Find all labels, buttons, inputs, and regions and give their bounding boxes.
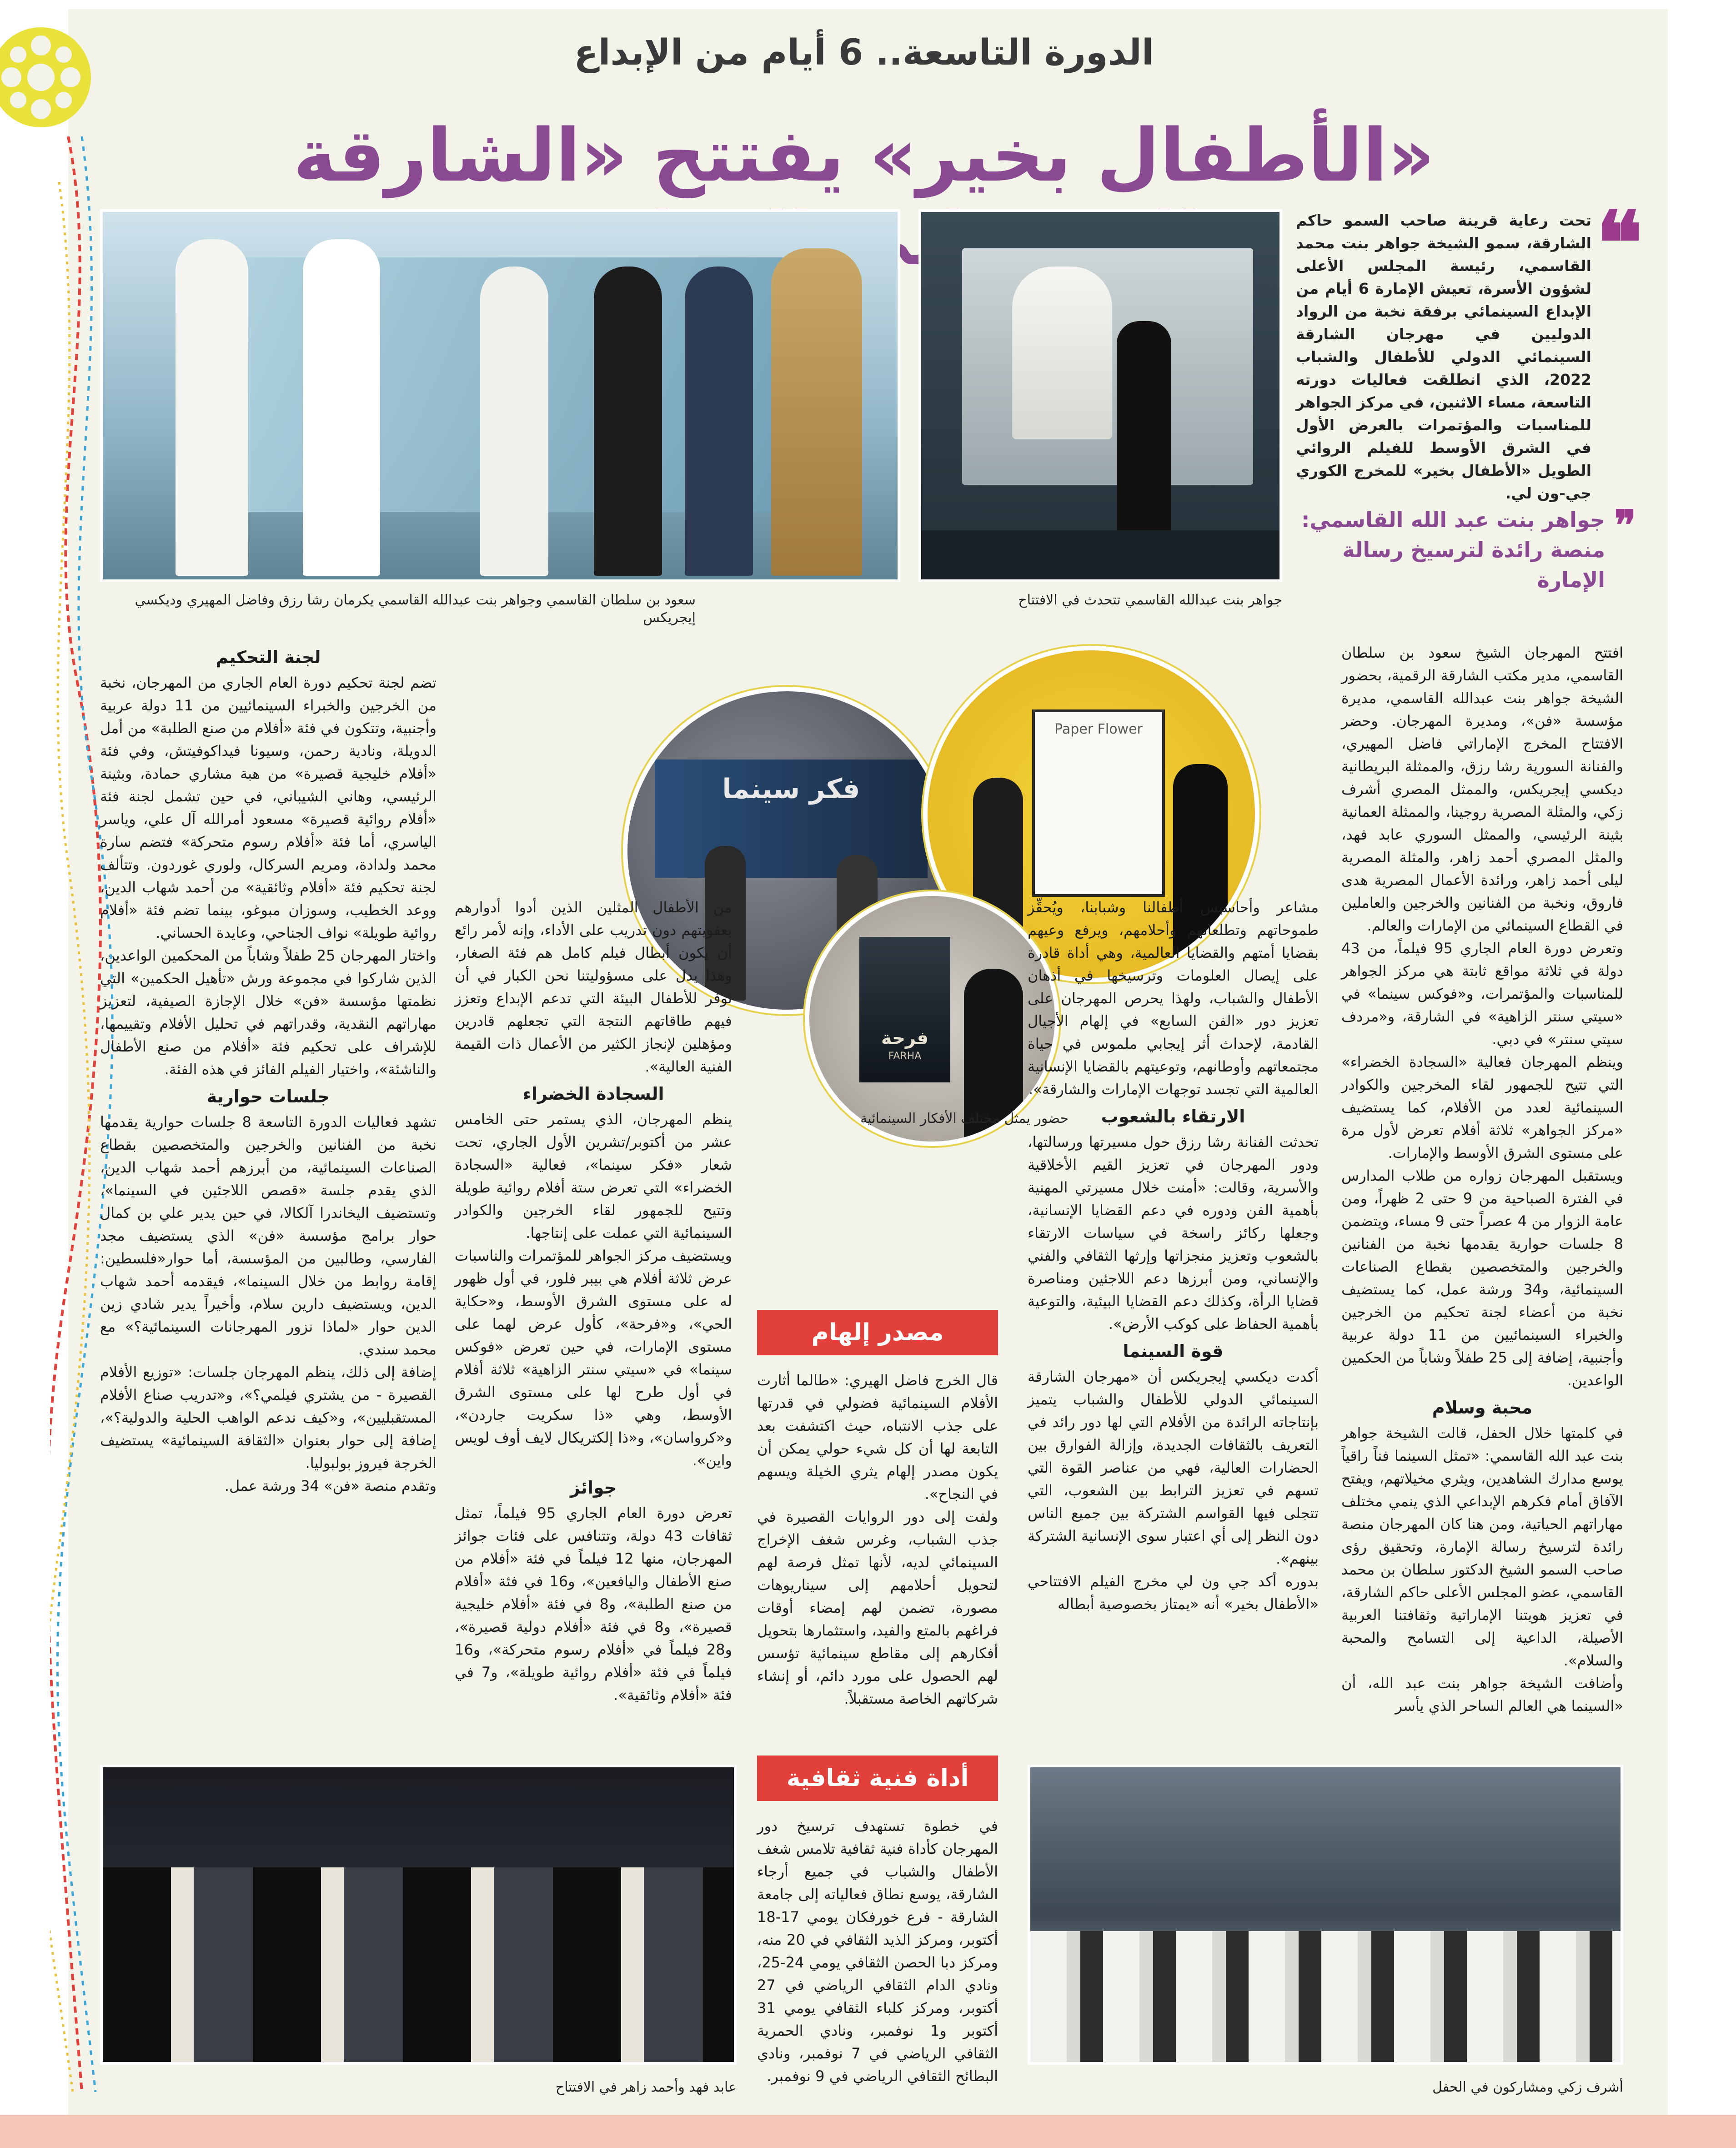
col-right-p1: افتتح المهرجان الشيخ سعود بن سلطان القاسمي، مدير مكتب الشارقة الرقمية، بحضور الشيخة جواهر بنت عبدالله القاسمي، مديرة مؤسسة «فن»، ومديرة المهرجان. وحضر الافتتاح المخرج الإماراتي فاضل المهيري، والفنانة السورية رشا رزق، والممثلة البريطانية ديكسي إيجريكس، والممثل المصري أشرف زكي، والمثلة المصرية روجينا، والممثلة العمانية بثينة الرئيسي، والممثل السوري عابد فهد، والمثل المصري أحمد زاهر، والمثلة المصرية ليلى أحمد زاهر، ورائدة الأعمال المصرية هدى فاروق، ونخبة من الفنانين والخرجين والعاملين في القطاع السينمائي من الإمارات والعالم. [1341,644,1623,934]
intro-paragraph: تحت رعاية قرينة صاحب السمو حاكم الشارقة، سمو الشيخة جواهر بنت محمد القاسمي، رئيسة المجلس الأعلى لشؤون الأسرة، تعيش الإمارة 6 أيام من الإبداع السينمائي برفقة نخبة من الرواد الدوليين في مهرجان الشارقة السينمائي الدولي للأطفال والشباب 2022، الذي انطلقت فعاليات دورته التاسعة، مساء الاثنين، في مركز الجواهر للمناسبات والمؤتمرات بالعرض الأول في الشرق الأوسط للفيلم الروائي الطويل «الأطفال بخير» للمخرج الكوري جي-ون لي. [1296,211,1592,502]
col-cl-p3: ويستضيف مركز الجواهر للمؤتمرات والناسبات عرض ثلاثة أفلام هي بيبر فلور، في أول ظهور له على مستوى الشرق الأوسط، و«حكاية الحي»، و«فرحة»، كأول عرض لهما على مستوى الإمارات، في حين تعرض «فوكس سينما» في «سيتي سنتر الزاهية» ثلاثة أفلام في أول طرح لها على مستوى الشرق الأوسط، وهي «ذا سكريت جاردن»، و«كرواسان»، و«ذا إلكتريكال لايف أوف لويس واين». [454,1247,732,1469]
pull-quote-icon: ❞ [1614,501,1636,549]
col-l-p4: إضافة إلى ذلك، ينظم المهرجان جلسات: «توزيع الأفلام القصيرة - من يشتري فيلمي؟»، و«تدريب صناع الأفلام المستقبليين»، و«كيف ندعم الواهب الحلية والدولية؟»، إضافة إلى حوار بعنوان «الثقافة السينمائية» يستضيف الخرجة فيروز بولبوليا. [100,1363,437,1472]
front-row-guests [103,1867,737,2065]
col-l-p2: واختار المهرجان 25 طفلاً وشاباً من المحكمين الواعدين، الذين شاركوا في مجموعة ورش «تأهيل الحكمين» التي نظمتها مؤسسة «فن» خلال الإجازة الصيفية، لتعزيز مهاراتهم النقدية، وقدراتهم في تحليل الأفلام وتقييمها، للإشراف على تحكيم فئة «أفلام من صنع الأطفال والناشئة»، واختيار الفيلم الفائز في هذه الفئة. [100,947,437,1078]
col-right-p6: وأضافت الشيخة جواهر بنت عبد الله، أن «السينما هي العالم الساحر الذي يأسر [1341,1675,1623,1715]
col-cl-p2: ينظم المهرجان، الذي يستمر حتى الخامس عشر من أكتوبر/تشرين الأول الجاري، تحت شعار «فكر سينما»، فعالية «السجادة الخضراء» التي تعرض ستة أفلام روائية طويلة وتتيح للجمهور لقاء الخرجين والكوادر السينمائية التي عملت على إنتاجها. [455,1111,732,1242]
figure-on-screen [1012,267,1112,439]
column-right [1341,641,1623,1717]
person-2 [303,239,380,576]
pull-quote-line1: جواهر بنت عبد الله القاسمي: [1301,508,1605,532]
caption-circles: حضور يمثل مختلف الأفكار السينمائية [860,1111,1069,1127]
col-cr-p3: أكدت ديكسي إيجريكس أن «مهرجان الشارقة السينمائي الدولي للأطفال والشباب يتميز بإنتاجاته الرائدة من الأفلام التي لها دور رائد في التعريف بالثقافات الجديدة، وإزالة الفوارق بين الحضارات العالية، فهي من عناصر القوة التي تسهم في تعزيز الترابط بين الشعوب، التي تتجلى فيها القواسم الشتركة بين جميع الناس دون النظر إلى أي اعتبار سوى الإنسانية الشتركة بينهم». [1028,1368,1319,1567]
col-right-p4: ويستقبل المهرجان زواره من طلاب المدارس في الفترة الصباحية من 9 حتى 2 ظهراً، ومن عامة الزوار من 4 عصراً حتى 9 مساء، ويتضمن 8 جلسات حوارية يقدمها نخبة من الفنانين والخرجين والمتخصصين بقطاع الصناعات السينمائية، و34 ورشة عمل، كما يستضيف نخبة من أعضاء لجنة تحكيم من الخرجين والخبراء السينمائيين من 11 دولة عربية وأجنبية، إضافة إلى 25 طفلاً وشاباً من الحكمين الواعدين. [1341,1167,1624,1389]
col-cr-p1: مشاعر وأحاسيس أطفالنا وشبابنا، ويُحقِّز طموحاتهم وتطلعاتهم وأحلامهم، ويرفع وعيهم بقضايا أمتهم والقضايا العالمية، وهي أداة قادرة على إيصال العلومات وترسيخها في أذهان الأطفال والشباب، ولهذا يحرص المهرجان على تعزيز دور «الفن السابع» في إلهام الأجيال القادمة، لإحداث أثر إيجابي ملموس في حياة مجتمعاتهم وأوطانهم، وتوعيتهم بالقضايا الإنسانية العالمية التي تجسد توجهات الإمارات والشارقة». [1028,899,1319,1098]
box-cultural-tool-title: أداة فنية ثقافية [757,1756,998,1801]
poster-title-en: FARHA [888,1051,922,1062]
audience-rows [1030,1931,1623,2065]
screen-text: فكر سينما [722,773,860,805]
col-cr-p4: بدوره أكد جي ون لي مخرج الفيلم الافتتاحي «الأطفال بخير» أنه «يمتاز بخصوصية أبطاله [1028,1573,1319,1613]
col-c-p1: قال الخرج فاضل الهيري: «طالما أثارت الأفلام السينمائية فضولي في قدرتها على جذب الانتباه، حيث اكتشفت بعد التابعة لها أن كل شيء حولي يمكن أن يكون مصدر إلهام يثري الخيلة ويسهم في النجاح». [757,1372,998,1503]
column-center-right [1028,896,1319,1615]
person-5 [685,267,753,576]
subhead-green-carpet: السجادة الخضراء [522,1084,664,1104]
col-c-p2: ولفت إلى دور الروايات القصيرة في جذب الشباب، وغرس شغف الإخراج السينمائي لديه، لأنها تمثل فرصة لهم لتحويل أحلامهم إلى سيناريوهات مصورة، تضمن لهم إمضاء أوقات فراغهم بالمتع والفيد، واستثمارها بتحويل أفكارهم إلى مقاطع سينمائية تؤسس لهم الحصول على مورد دائم، أو إنشاء شركاتهم الخاصة مستقبلاً. [757,1508,998,1707]
subhead-awards: جوائز [570,1478,617,1498]
col-l-p1: تضم لجنة تحكيم دورة العام الجاري من المهرجان، نخبة من الخرجين والخبراء السينمائيين من 11 دولة عربية وأجنبية، وتتكون في فئة «أفلام من صنع الطلبة» من أمل الدويلة، ونادية رحمن، وسيونا فيداكوفيتش، وفي فئة «أفلام خليجية قصيرة» من هبة مشاري حمادة، وبثينة الرئيسي، وهاني الشيباني، في حين تشمل لجنة فئة «أفلام روائية قصيرة» مسعود أمرالله آل علي، وياسر الياسري، أما فئة «أفلام رسوم متحركة» فتضم سارة محمد ولدادة، ومريم السركال، ولوري غوردون. وتتألف لجنة تحكيم فئة «أفلام وثائقية» من أحمد شهاب الدين، ووعد الخطيب، وسوزان مبوغو، بينما تضم فئة «أفلام روائية طويلة» نواف الجناحي، وعايدة الحساني. [100,674,437,941]
subhead-power-of-cinema: قوة السينما [1123,1341,1224,1361]
subhead-panels: جلسات حوارية [206,1087,330,1107]
photo-front-row [100,1765,737,2065]
person-1 [176,239,248,576]
bottom-strip [0,2115,1736,2148]
photo-award [100,209,900,582]
photo-audience [1028,1765,1623,2065]
column-center-bottom [757,1815,998,2088]
col-l-p3: تشهد فعاليات الدورة التاسعة 8 جلسات حوارية يقدمها نخبة من الفنانين والخرجين والمتخصصين بقطاع الصناعات السينمائية، من أبرزهم أحمد شهاب الدين، الذي يقدم جلسة «قصص اللاجئين في السينما»، وتستضيف اليخاندرا آلكالا، في حين يدير علي بن كمال حوار برامج مؤسسة «فن» الذي يستضيف مجد الفارسي، وطالبين من المؤسسة، أما حوار«فلسطين: إقامة روابط من خلال السينما»، فيقدمه أحمد شهاب الدين، ويستضيف دارين سلام، وأخيراً يدير شادي زين الدين حوار «لماذا نزور المهرجانات السينمائية؟» مع محمد سندي. [100,1113,437,1358]
newspaper-page [68,9,1668,2138]
banner-text: Paper Flower [1054,721,1143,737]
pull-quote [1278,505,1605,595]
headline: «الأطفال بخير» يفتتح «الشارقة [293,113,1435,198]
caption-award: سعود بن سلطان القاسمي وجواهر بنت عبدالله القاسمي يكرمان رشا رزق وفاضل المهيري وديكسي إيجريكس [135,592,696,626]
col-right-p3: وينظم المهرجان فعالية «السجادة الخضراء» التي تتيح للجمهور لقاء المخرجين والكوادر السينمائية لعدد من الأفلام، كما يستضيف «مركز الجواهر» ثلاثة أفلام تعرض لأول مرة على مستوى الشرق الأوسط والإمارات. [1341,1053,1623,1162]
col-cl-p1: من الأطفال المثلين الذين أدوا أدوارهم بعفويتهم دون تدريب على الأداء، وإنه لأمر رائع أن يكون أبطال فيلم كامل هم فئة الصغار، وهذا يدل على مسؤوليتنا نحن الكبار في أن نوفر للأطفال البيئة التي تدعم الإبداع وتعزز فيهم طاقاتهم النتجة التي تجعلهم قادرين ومؤهلين لإنجاز الكثير من الأعمال ذات القيمة الفنية العالية». [455,899,732,1075]
col-l-p5: وتقدم منصة «فن» 34 ورشة عمل. [224,1477,437,1494]
circle-photo-poster [805,891,1059,1146]
col-cl-p4: تعرض دورة العام الجاري 95 فيلماً، تمثل ثقافات 43 دولة، وتتنافس على فئات جوائز المهرجان، منها 12 فيلماً في فئة «أفلام من صنع الأطفال واليافعين»، و16 في فئة «أفلام من صنع الطلبة»، و8 في فئة «أفلام خليجية قصيرة»، و8 في فئة «أفلام دولية قصيرة»، و28 فيلماً في «أفلام رسوم متحركة»، و16 فيلماً في فئة «أفلام روائية طويلة»، و7 في فئة «أفلام وثائقية». [455,1504,733,1704]
person-3 [480,267,548,576]
kicker: الدورة التاسعة.. 6 أيام من الإبداع [574,32,1154,73]
caption-front-row: عابد فهد وأحمد زاهر في الافتتاح [555,2079,737,2095]
poster-board [1032,709,1165,897]
stage-floor [921,530,1282,582]
subhead-elevating-peoples: الارتقاء بالشعوب [1101,1107,1245,1127]
col-right-p5: في كلمتها خلال الحفل، قالت الشيخة جواهر بنت عبد الله القاسمي: «تمثل السينما فناً راقياً يوسع مدارك الشاهدين، ويثري مخيلاتهم، ويفتح الآفاق أمام فكرهم الإبداعي الذي ينمي مختلف مهاراتهم الحياتية، ومن هنا كان المهرجان منصة رائدة لترسيخ رسالة الإمارة، وتحقيق رؤى صاحب السمو الشيخ الدكتور سلطان بن محمد القاسمي، عضو المجلس الأعلى حاكم الشارقة، في تعزيز هويتنا الإماراتية وثقافتنا العربية الأصيلة، الداعية إلى التسامح والمحبة والسلام». [1341,1424,1623,1669]
film-poster [859,937,950,1082]
pull-quote-line2: منصة رائدة لترسيخ رسالة الإمارة [1342,538,1605,592]
subhead-jury: لجنة التحكيم [216,647,321,667]
person-6 [771,248,862,576]
subhead-love-peace: محبة وسلام [1432,1398,1533,1418]
column-center-top [757,1369,998,1710]
box-inspiration-title: مصدر إلهام [757,1310,998,1355]
caption-audience: أشرف زكي ومشاركون في الحفل [1432,2079,1623,2095]
poster-title: فرحة [881,1028,929,1049]
quote-mark-icon: ❝ [1596,192,1643,294]
person-4 [594,267,662,576]
col-cr-p2: تحدثت الفنانة رشا رزق حول مسيرتها ورسالتها، ودور المهرجان في تعزيز القيم الأخلاقية والأسرية، وقالت: «أمنت خلال مسيرتي المهنية بأهمية الفن ودوره في دعم القضايا الإنسانية، وجعلها ركائز راسخة في سياسات الارتقاء بالشعوب وتعزيز منجزاتها وإرثها الثقافي والفني والإنساني، ومن أبرزها دعم اللاجئين ومناصرة قضايا الرأة، وكذلك دعم القضايا البيئية، والتوعية بأهمية الحفاظ على كوكب الأرض». [1028,1133,1319,1333]
column-left [100,641,437,1497]
photo-speech [918,209,1282,582]
col-c-p3: في خطوة تستهدف ترسيخ دور المهرجان كأداة فنية ثقافية تلامس شغف الأطفال والشباب في جميع أرجاء الشارقة، يوسع نطاق فعالياته إلى جامعة الشارقة - فرع خورفكان يومي 17-18 أكتوبر، ومركز الذيد الثقافي في 20 منه، ومركز دبا الحصن الثقافي يومي 24-25، ونادي الدام الثقافي الرياضي في 27 أكتوبر، ومركز كلباء الثقافي يومي 31 أكتوبر و1 نوفمبر، ونادي الحمرية الثقافي الرياضي في 7 نوفمبر، ونادي البطائح الثقافي الرياضي في 9 نوفمبر. [757,1817,998,2085]
col-right-p2: وتعرض دورة العام الجاري 95 فيلماً، من 43 دولة في ثلاثة مواقع ثابتة هي مركز الجواهر للمناسبات والمؤتمرات، و«فوكس سينما» في «سيتي سنتر الزاهية» في الشارقة، و«مردف سيتي سنتر» في دبي. [1341,940,1624,1048]
screen-backdrop [655,760,928,878]
caption-speech: جواهر بنت عبدالله القاسمي تتحدث في الافتتاح [1018,592,1282,608]
column-center-left [455,896,732,1706]
